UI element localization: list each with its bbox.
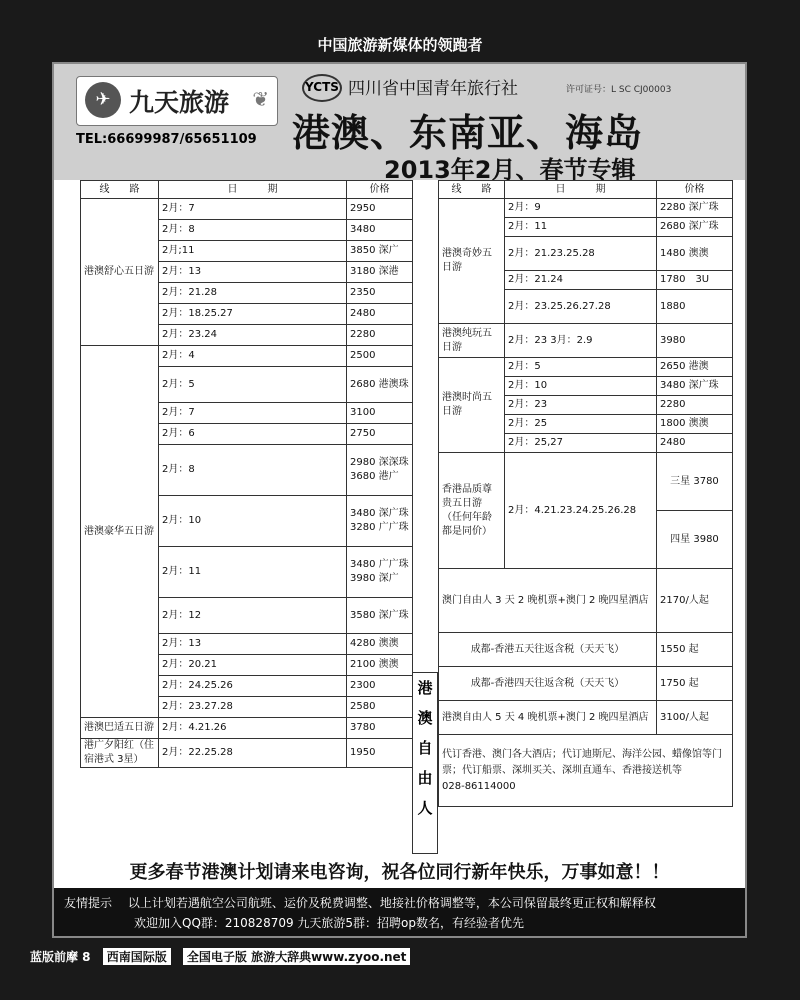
tour-dates: 2月：13	[159, 634, 347, 655]
tour-price: 1950	[347, 739, 413, 768]
left-price-table	[80, 180, 413, 768]
tour-price: 2480	[347, 304, 413, 325]
route-name: 港澳时尚五日游	[439, 358, 505, 453]
notice-line-1: 友情提示 以上计划若遇航空公司航班、运价及税费调整、地接社价格调整等，本公司保留最终更正权和解释权	[64, 896, 656, 910]
tour-price: 1480 澳澳	[657, 237, 733, 271]
table-row	[439, 199, 733, 218]
package-desc: 澳门自由人 3 天 2 晚机票+澳门 2 晚四星酒店	[439, 569, 657, 633]
company-logo	[76, 76, 278, 126]
traveler-icon: ✈	[85, 82, 121, 118]
tour-price: 1780 3U	[657, 271, 733, 290]
package-desc: 港澳自由人 5 天 4 晚机票+澳门 2 晚四星酒店	[439, 701, 657, 735]
tour-dates: 2月：18.25.27	[159, 304, 347, 325]
free-travel-label-char: 自	[417, 739, 433, 757]
table-row	[439, 453, 733, 511]
tour-price: 2480	[657, 434, 733, 453]
booking-note	[439, 735, 733, 807]
table-row	[439, 324, 733, 358]
package-price: 1550 起	[657, 633, 733, 667]
free-travel-label	[412, 672, 438, 854]
table-row	[439, 358, 733, 377]
tour-price: 3580 深广珠	[347, 598, 413, 634]
table-row	[81, 739, 413, 768]
tour-dates: 2月：25,27	[505, 434, 657, 453]
table-row	[81, 346, 413, 367]
route-name: 香港品质尊贵五日游（任何年龄都是同价）	[439, 453, 505, 569]
route-name: 港澳纯玩五日游	[439, 324, 505, 358]
tour-dates: 2月;11	[159, 241, 347, 262]
table-header: 线 路	[81, 181, 159, 199]
free-travel-row	[439, 633, 733, 667]
agency-logo-icon: YCTS	[302, 74, 342, 102]
booking-row	[439, 735, 733, 807]
table-header: 日 期	[505, 181, 657, 199]
free-travel-row	[439, 701, 733, 735]
booking-phone: 028-86114000	[442, 780, 516, 792]
license-number: 许可证号：L SC CJ00003	[566, 85, 672, 95]
table-header: 价格	[657, 181, 733, 199]
table-row	[81, 199, 413, 220]
package-desc: 成都-香港四天往返含税（天天飞）	[439, 667, 657, 701]
tour-price: 3100	[347, 403, 413, 424]
tour-dates: 2月：7	[159, 403, 347, 424]
route-name: 港澳巴适五日游	[81, 718, 159, 739]
tour-dates: 2月：10	[159, 496, 347, 547]
free-travel-label-char: 澳	[417, 709, 433, 727]
tour-price: 3180 深港	[347, 262, 413, 283]
tour-price: 2950	[347, 199, 413, 220]
table-header: 价格	[347, 181, 413, 199]
tour-dates: 2月：11	[159, 547, 347, 598]
tour-dates: 2月：8	[159, 445, 347, 496]
greeting: 更多春节港澳计划请来电咨询，祝各位同行新年快乐，万事如意！！	[129, 862, 670, 883]
advert-panel	[52, 62, 747, 938]
route-name: 港澳豪华五日游	[81, 346, 159, 718]
tour-dates: 2月：4.21.23.24.25.26.28	[505, 453, 657, 569]
right-price-table	[438, 180, 733, 807]
tour-dates: 2月：20.21	[159, 655, 347, 676]
tour-price: 3480 深广珠	[657, 377, 733, 396]
table-header: 线 路	[439, 181, 505, 199]
tour-dates: 2月：13	[159, 262, 347, 283]
tour-price: 1800 澳澳	[657, 415, 733, 434]
tour-price: 2500	[347, 346, 413, 367]
tour-price: 3780	[347, 718, 413, 739]
tour-price: 三星 3780	[657, 453, 733, 511]
tour-price: 2280	[657, 396, 733, 415]
tour-dates: 2月：21.24	[505, 271, 657, 290]
tour-dates: 2月：4	[159, 346, 347, 367]
tour-dates: 2月：6	[159, 424, 347, 445]
tour-price: 2680 深广珠	[657, 218, 733, 237]
tour-price: 2980 深深珠 3680 港广	[347, 445, 413, 496]
contact-phone: TEL:66699987/65651109	[76, 132, 257, 147]
notice-bar	[54, 888, 745, 936]
route-name: 港澳奇妙五日游	[439, 199, 505, 324]
tour-dates: 2月：12	[159, 598, 347, 634]
tour-price: 1880	[657, 290, 733, 324]
tour-price: 2100 澳澳	[347, 655, 413, 676]
website-slogan: 全国电子版 旅游大辞典www.zyoo.net	[183, 948, 411, 965]
tour-dates: 2月：7	[159, 199, 347, 220]
route-name: 港广夕阳红（住宿港式 3星）	[81, 739, 159, 768]
tour-price: 2280 深广珠	[657, 199, 733, 218]
free-travel-row	[439, 667, 733, 701]
logo-text: 九天旅游	[129, 88, 230, 117]
tour-dates: 2月：22.25.28	[159, 739, 347, 768]
headline: 港澳、东南亚、海岛	[292, 111, 644, 155]
booking-services: 代订香港、澳门各大酒店；代订迪斯尼、海洋公园、蜡像馆等门票；代订船票、深圳买关、深圳直通车、香港接送机等	[442, 748, 722, 776]
tour-dates: 2月：11	[505, 218, 657, 237]
table-row	[81, 718, 413, 739]
tour-dates: 2月：24.25.26	[159, 676, 347, 697]
tour-dates: 2月：8	[159, 220, 347, 241]
tour-price: 4280 澳澳	[347, 634, 413, 655]
top-banner: 中国旅游新媒体的领跑者	[317, 36, 483, 54]
tour-price: 2350	[347, 283, 413, 304]
package-price: 3100/人起	[657, 701, 733, 735]
tour-price: 3980	[657, 324, 733, 358]
tour-dates: 2月：23 3月：2.9	[505, 324, 657, 358]
tour-dates: 2月：25	[505, 415, 657, 434]
tour-price: 3850 深广	[347, 241, 413, 262]
tour-price: 3480	[347, 220, 413, 241]
free-travel-label-char: 人	[417, 799, 433, 817]
tour-price: 四星 3980	[657, 511, 733, 569]
tour-price: 2280	[347, 325, 413, 346]
tour-price: 3480 广广珠 3980 深广	[347, 547, 413, 598]
free-travel-label-char: 由	[417, 769, 433, 787]
package-price: 2170/人起	[657, 569, 733, 633]
subhead: 2013年2月、春节专辑	[384, 156, 636, 184]
tour-price: 2300	[347, 676, 413, 697]
tour-dates: 2月：23	[505, 396, 657, 415]
route-name: 港澳舒心五日游	[81, 199, 159, 346]
edition-badge: 西南国际版	[103, 948, 171, 965]
tour-dates: 2月：4.21.26	[159, 718, 347, 739]
page-footer	[30, 948, 410, 965]
free-travel-label-char: 港	[417, 679, 433, 697]
swirl-ornament-icon: ❦	[252, 87, 269, 111]
tour-price: 2580	[347, 697, 413, 718]
tour-dates: 2月：21.28	[159, 283, 347, 304]
tour-dates: 2月：23.27.28	[159, 697, 347, 718]
tour-dates: 2月：23.24	[159, 325, 347, 346]
agency-name: 四川省中国青年旅行社	[348, 79, 518, 99]
tour-price: 2680 港澳珠	[347, 367, 413, 403]
tour-price: 2750	[347, 424, 413, 445]
tour-dates: 2月：5	[505, 358, 657, 377]
tour-dates: 2月：23.25.26.27.28	[505, 290, 657, 324]
tour-dates: 2月：21.23.25.28	[505, 237, 657, 271]
ad-header	[54, 64, 745, 184]
tour-dates: 2月：5	[159, 367, 347, 403]
tour-dates: 2月：9	[505, 199, 657, 218]
tour-price: 3480 深广珠 3280 广广珠	[347, 496, 413, 547]
tour-dates: 2月：10	[505, 377, 657, 396]
tour-price: 2650 港澳	[657, 358, 733, 377]
notice-line-2: 欢迎加入QQ群：210828709 九天旅游5群：招聘op数名，有经验者优先	[134, 916, 525, 930]
table-header: 日 期	[159, 181, 347, 199]
package-desc: 成都-香港五天往返含税（天天飞）	[439, 633, 657, 667]
page-number: 蓝版前摩 8	[30, 950, 91, 964]
free-travel-row	[439, 569, 733, 633]
package-price: 1750 起	[657, 667, 733, 701]
